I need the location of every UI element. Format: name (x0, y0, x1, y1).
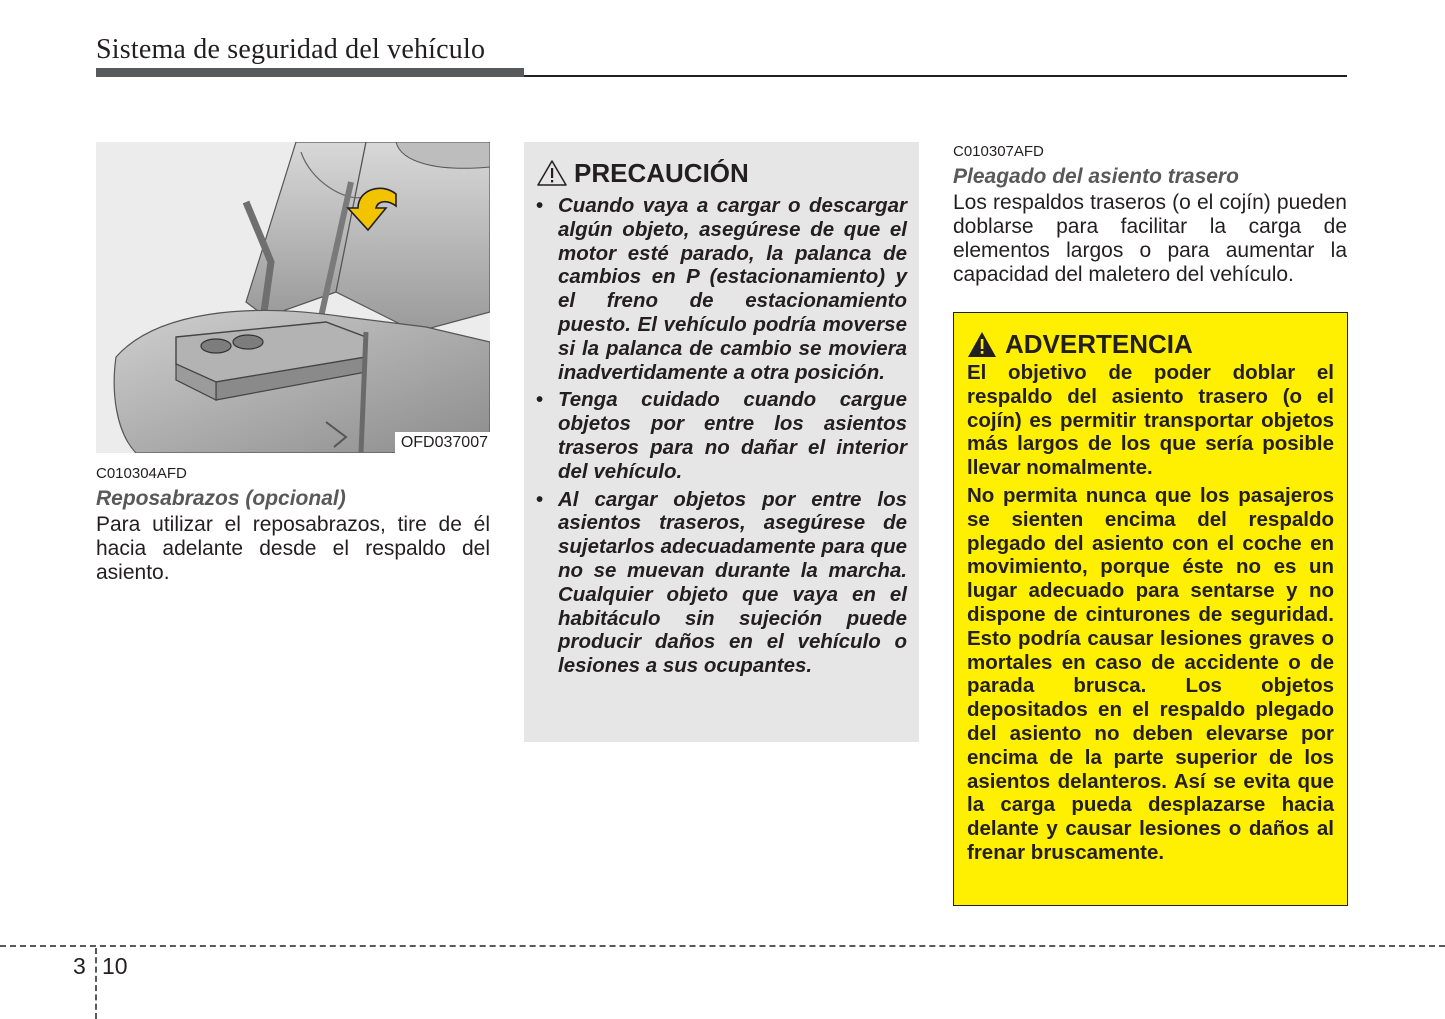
section-code: C010307AFD (953, 143, 1044, 160)
section-heading: Reposabrazos (opcional) (96, 487, 346, 510)
caution-list (536, 194, 907, 678)
chapter-number: 3 (73, 953, 86, 979)
figure-code: OFD037007 (395, 432, 490, 453)
caution-box (524, 142, 919, 742)
caution-title-text: PRECAUCIÓN (574, 158, 749, 188)
caution-title (536, 158, 907, 188)
header-rule-thick (96, 68, 524, 77)
caution-item: • Tenga cuidado cuando cargue objetos por entre los asientos traseros para no dañar el interior del vehículo. (536, 388, 907, 483)
caution-item: • Al cargar objetos por entre los asientos traseros, asegúrese de sujetarlos adecuadamente para que no se muevan durante la marcha. Cualquier objeto que vaya en el habitáculo sin sujeción puede producir daños en el vehículo o lesiones a sus ocupantes. (536, 488, 907, 678)
page-number: 10 (102, 953, 128, 979)
header-rule-thin (524, 75, 1347, 77)
section-body: Para utilizar el reposabrazos, tire de él hacia adelante desde el respaldo del asiento. (96, 513, 490, 584)
warning-title-text: ADVERTENCIA (1005, 329, 1193, 359)
warning-box (953, 312, 1348, 906)
section-body: Los respaldos traseros (o el cojín) pueden doblarse para facilitar la carga de elementos largos o para aumentar la capacidad del maletero del vehículo. (953, 191, 1347, 286)
caution-triangle-icon (536, 159, 568, 187)
warning-title (967, 329, 1334, 359)
rear-seat-armrest-illustration (96, 142, 490, 453)
section-heading: Pleagado del asiento trasero (953, 165, 1239, 188)
footer-dashed-rule (0, 945, 1445, 947)
right-column (953, 142, 1347, 287)
caution-item: • Cuando vaya a cargar o descargar algún objeto, asegúrese de que el motor esté parado, la palanca de cambios en P (estacionamiento) y el freno de estacionamiento puesto. El vehículo podría moverse si la palanca de cambio se moviera inadvertidamente a otra posición. (536, 194, 907, 384)
left-column (96, 142, 490, 585)
warning-paragraph: No permita nunca que los pasajeros se sienten encima del respaldo plegado del asiento con el coche en movimiento, porque éste no es un lugar adecuado para sentarse y no dispone de cinturones de seguridad. Esto podría causar lesiones graves o mortales en caso de accidente o de parada brusca. Los objetos depositados en el respaldo plegado del asiento no deben elevarse por encima de la parte superior de los asientos delanteros. Así se evita que la carga pueda desplazarse hacia delante y causar lesiones o daños al frenar bruscamente. (967, 483, 1334, 864)
footer-dashed-divider (95, 948, 97, 1019)
armrest-figure (96, 142, 490, 453)
page-header-title: Sistema de seguridad del vehículo (96, 34, 486, 65)
warning-paragraph: El objetivo de poder doblar el respaldo del asiento trasero (o el cojín) es permitir transportar objetos más largos de los que sería posible llevar nomalmente. (967, 361, 1334, 480)
warning-triangle-icon (967, 331, 997, 358)
section-code: C010304AFD (96, 465, 187, 482)
